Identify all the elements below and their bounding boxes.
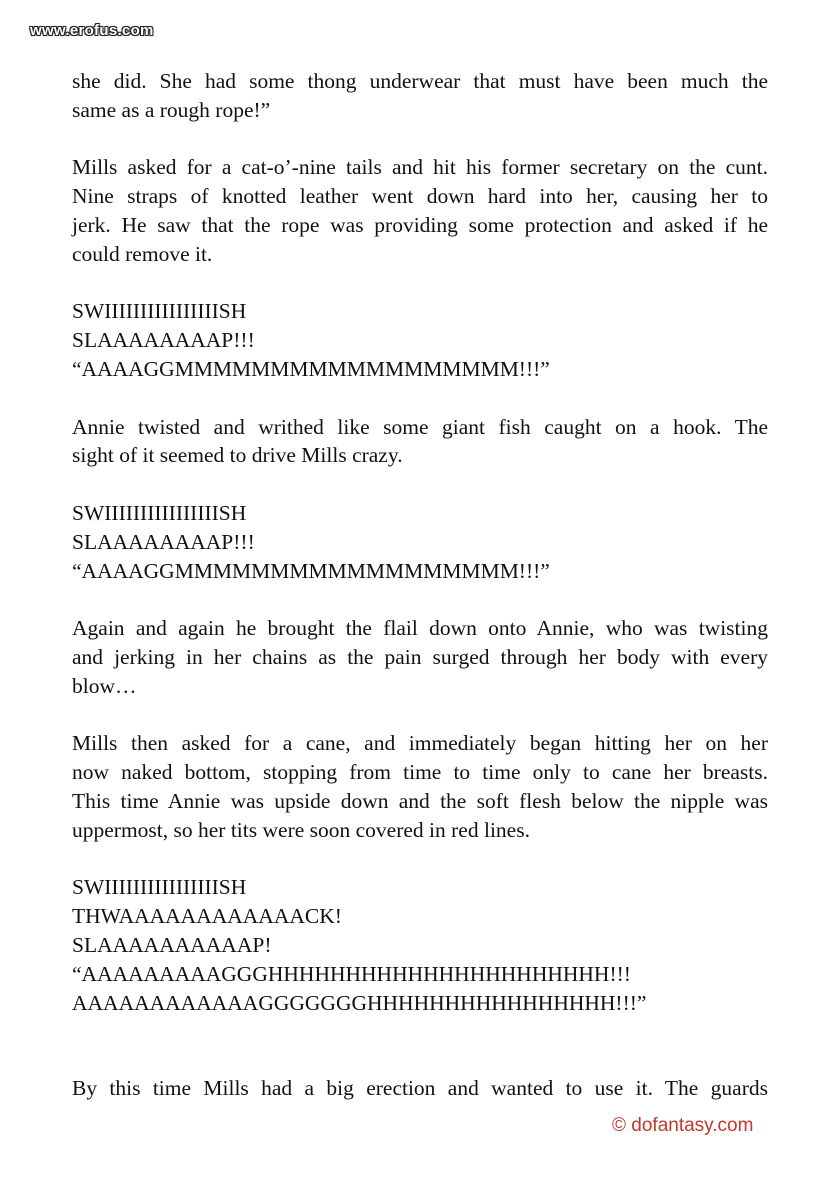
text-line: “AAAAGGMMMMMMMMMMMMMMMMMM!!!” (72, 356, 550, 381)
text-line: Mills asked for a cat-o’-nine tails and hit his former secretary on the cunt. (72, 155, 768, 180)
text-line: and jerking in her chains as the pain surged through her body with every (72, 644, 768, 669)
paragraph (72, 153, 768, 268)
text-line: SWIIIIIIIIIIIIIIIISH (72, 299, 247, 324)
text-line: SLAAAAAAAAP!!! (72, 328, 255, 353)
text-line: blow… (72, 673, 137, 698)
text-line: Again and again he brought the flail down onto Annie, who was twisting (72, 616, 768, 641)
document-body (72, 67, 768, 1103)
text-line: SWIIIIIIIIIIIIIIIISH (72, 500, 247, 525)
text-line: “AAAAGGMMMMMMMMMMMMMMMMMM!!!” (72, 558, 550, 583)
text-line: Mills then asked for a cane, and immediately began hitting her on her (72, 731, 768, 756)
sound-effects (72, 297, 768, 383)
dofantasy-watermark: © dofantasy.com (612, 1115, 754, 1136)
paragraph (72, 67, 768, 125)
paragraph (72, 1074, 768, 1103)
text-line: “AAAAAAAAAGGGHHHHHHHHHHHHHHHHHHHHHH!!! (72, 961, 631, 986)
paragraph (72, 614, 768, 700)
text-line: By this time Mills had a big erection and wanted to use it. The guards (72, 1076, 768, 1101)
text-line: now naked bottom, stopping from time to time only to cane her breasts. (72, 760, 768, 785)
text-line: she did. She had some thong underwear that must have been much the (72, 69, 768, 93)
text-line: SWIIIIIIIIIIIIIIIISH (72, 875, 247, 900)
text-line: jerk. He saw that the rope was providing some protection and asked if he (72, 212, 768, 237)
text-line: uppermost, so her tits were soon covered in red lines. (72, 817, 530, 842)
text-line: AAAAAAAAAAAAGGGGGGGHHHHHHHHHHHHHHHH!!!” (72, 990, 647, 1015)
text-line: sight of it seemed to drive Mills crazy. (72, 443, 403, 468)
text-line: SLAAAAAAAAAAP! (72, 932, 272, 957)
text-line: Nine straps of knotted leather went down hard into her, causing her to (72, 184, 768, 209)
text-line: SLAAAAAAAAP!!! (72, 529, 255, 554)
sound-effects (72, 499, 768, 585)
sound-effects (72, 873, 768, 1017)
erofus-watermark: www.erofus.com (30, 22, 154, 39)
text-line: Annie twisted and writhed like some giant fish caught on a hook. The (72, 414, 768, 439)
text-line: same as a rough rope!” (72, 97, 271, 122)
paragraph (72, 413, 768, 471)
paragraph (72, 729, 768, 844)
text-line: could remove it. (72, 241, 213, 266)
text-line: THWAAAAAAAAAAAACK! (72, 904, 342, 929)
text-line: This time Annie was upside down and the soft flesh below the nipple was (72, 788, 768, 813)
